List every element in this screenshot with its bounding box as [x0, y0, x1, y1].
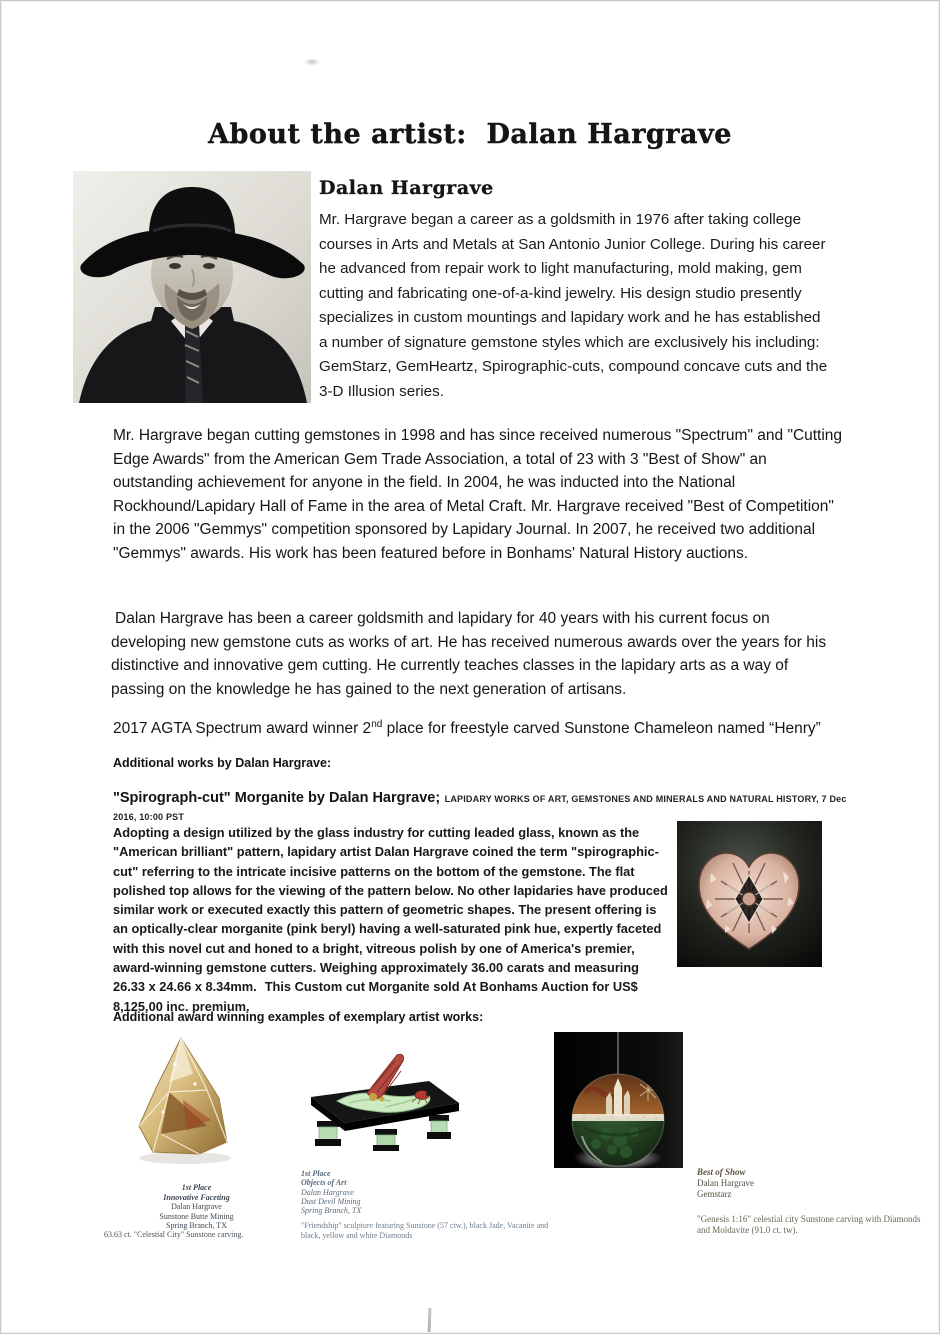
agta-award-line: [113, 713, 893, 741]
caption3-description: "Genesis 1:16" celestial city Sunstone carving with Diamonds and Moldavite (91.0 ct. tw).: [697, 1214, 921, 1235]
caption3-studio: Gemstarz: [697, 1189, 732, 1199]
artist-bio-paragraph: Mr. Hargrave began a career as a goldsmith in 1976 after taking college courses in Arts and Metals at San Antonio Junior College. During his career he advanced from repair work to light manufacturing, mold making, gem cutting and fabricating one-of-a-kind jewelry. His design studio presently specializes in custom mountings and lapidary work and he has established a number of signature gemstone styles which are exclusively his including: GemStarz, GemHeartz, Spirographic-cuts, compound concave cuts and the 3-D Illusion series.: [319, 211, 828, 400]
caption1-description: 63.63 ct. "Celestial City" Sunstone carving.: [104, 1230, 244, 1239]
caption2-studio: Dust Devil Mining: [301, 1196, 361, 1206]
awards-paragraph: Mr. Hargrave began cutting gemstones in 1998 and has since received numerous "Spectrum" and "Cutting Edge Awards" from the American Gem Trade Association, a total of 23 with 3 "Best of Show" an outstanding achievement for anyone in the field. In 2004, he was inducted into the National Rockhound/Lapidary Hall of Fame in the area of Metal Craft. Mr. Hargrave received "Best of Competition" in the 2006 "Gemmys" competition sponsored by Lapidary Journal. In 2007, he received two additional "Gemmys" awards. His work has been featured before in Bonhams' Natural History auctions.: [113, 427, 843, 562]
page-title: About the artist: Dalan Hargrave: [208, 119, 732, 150]
caption-objects-of-art: [301, 1169, 471, 1215]
friendship-sculpture-photo: [289, 1049, 467, 1151]
sculpture-illustration: [289, 1049, 467, 1151]
agta-award-prefix: 2017 AGTA Spectrum award winner 2: [113, 720, 372, 738]
agta-award-ordinal-superscript: nd: [371, 719, 383, 730]
caption2-description: "Friendship" sculpture featuring Sunstone (57 ctw.), black Jade, Vacanite and black, yellow and white Diamonds: [301, 1221, 549, 1240]
caption1-category: Innovative Faceting: [163, 1192, 230, 1202]
scan-smudge-artifact: [304, 58, 320, 66]
career-paragraph: Dalan Hargrave has been a career goldsmith and lapidary for 40 years with his current focus on developing new gemstone cuts as works of art. He has received numerous awards over the years for his distinctive and innovative gem cutting. He currently teaches classes in the lapidary arts as a way of passing on the knowledge he has gained to the next generation of artisans.: [111, 610, 827, 698]
caption1-artist: Dalan Hargrave: [171, 1202, 222, 1211]
morganite-description: [113, 823, 673, 1016]
caption2-artist: Dalan Hargrave: [301, 1187, 354, 1197]
caption1-studio: Sunstone Butte Mining: [159, 1211, 234, 1221]
caption1-location: Spring Branch, TX: [166, 1221, 227, 1230]
artist-portrait-photo: [73, 171, 311, 403]
caption1-award: 1st Place: [181, 1183, 212, 1192]
examples-heading: Additional award winning examples of exemplary artist works:: [113, 1010, 484, 1024]
morganite-auction-subtitle: LAPIDARY WORKS OF ART, GEMSTONES AND MINERALS AND NATURAL HISTORY, 7 Dec 2016, 10:00 PST: [113, 794, 847, 822]
caption2-category: Objects of Art: [301, 1178, 347, 1188]
additional-works-heading: Additional works by Dalan Hargrave:: [113, 756, 332, 770]
caption2-award: 1st Place: [301, 1169, 331, 1178]
caption2-location: Spring Branch, TX: [301, 1206, 362, 1216]
morganite-title: "Spirograph-cut" Morganite by Dalan Hargrave;: [113, 790, 441, 806]
artist-name-heading: Dalan Hargrave: [319, 177, 494, 199]
heart-morganite-photo: [677, 821, 822, 967]
genesis-sphere-photo: [554, 1032, 683, 1168]
scan-mark-artifact: [428, 1308, 432, 1332]
portrait-illustration: [73, 171, 311, 403]
sphere-illustration: [554, 1032, 683, 1168]
caption3-award: Best of Show: [697, 1167, 746, 1177]
caption-best-of-show: [697, 1167, 857, 1200]
morganite-description-text: Adopting a design utilized by the glass industry for cutting leaded glass, known as the "American brilliant" pattern, lapidary artist Dalan Hargrave coined the term "spirographic-cut" referring to the intricate incisive patterns on the bottom of the gemstone. The flat polished top allows for the viewing of the pattern below. No other lapidaries have produced similar work or executed exactly this pattern of geometric shapes. The present offering is an optically-clear morganite (pink beryl) having a well-saturated pink hue, expertly faceted with this novel cut and honed to a bright, vitreous polish by one of America's premier, award-winning gemstone cutters. Weighing approximately 36.00 carats and measuring 26.33 x 24.66 x 8.34mm.: [113, 825, 668, 995]
morganite-description-bold-tail: This Custom cut Morganite sold At Bonhams Auction for US$ 8,125.00 inc. premium.: [113, 979, 638, 1014]
agta-award-suffix: place for freestyle carved Sunstone Chameleon named “Henry”: [382, 720, 821, 738]
caption-innovative-faceting: [119, 1183, 274, 1231]
morganite-title-line: [113, 789, 853, 825]
heart-gem-illustration: [677, 821, 822, 967]
celestial-city-sunstone-photo: [123, 1034, 247, 1168]
sunstone-gem-illustration: [123, 1034, 247, 1168]
caption3-artist: Dalan Hargrave: [697, 1178, 755, 1188]
